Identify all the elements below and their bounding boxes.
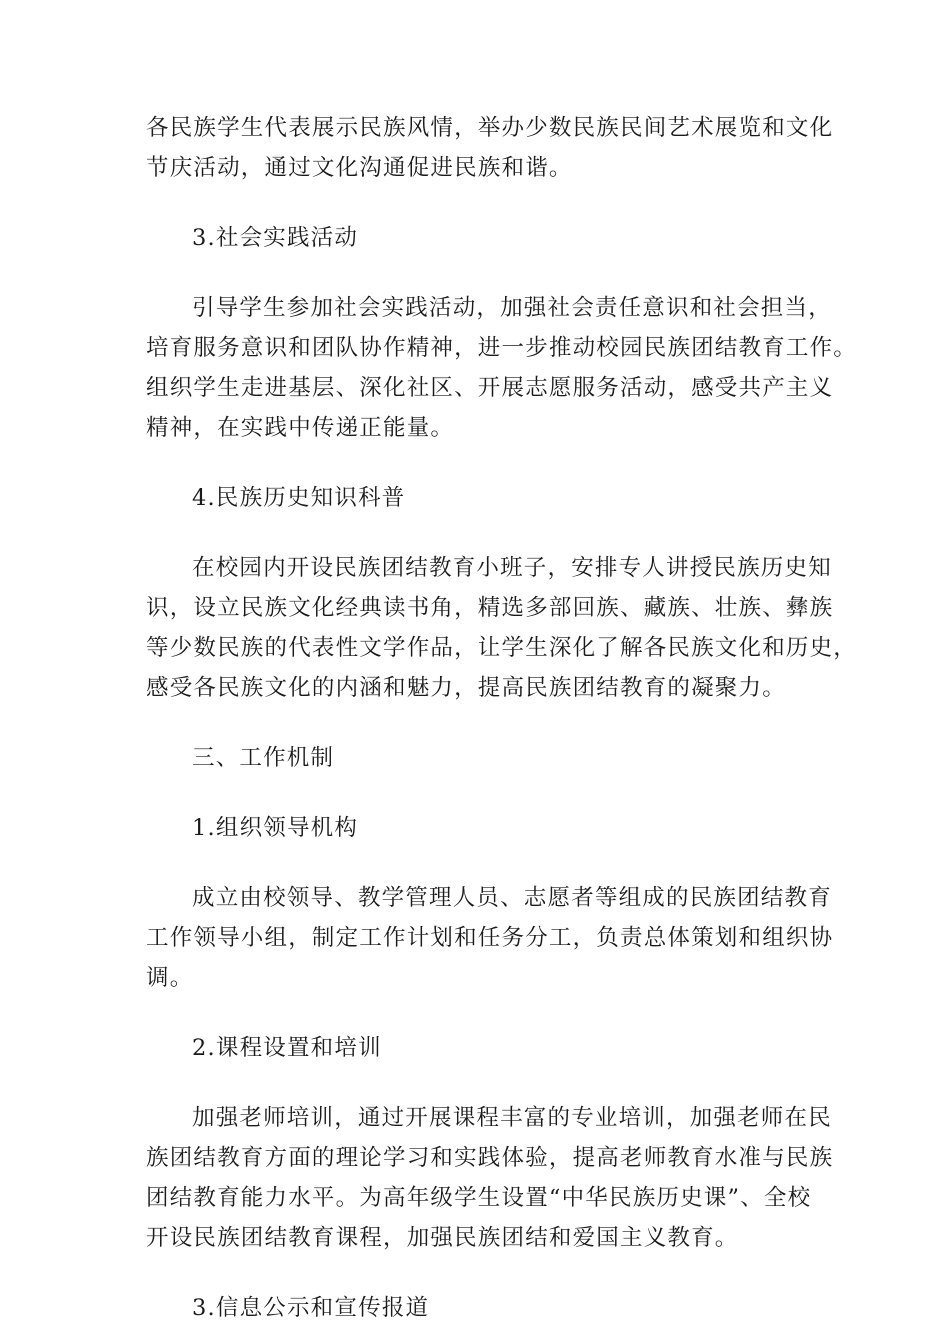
paragraph <box>146 1288 802 1328</box>
text-line: 3.社会实践活动 <box>192 225 359 251</box>
text-line: 节庆活动，通过文化沟通促进民族和谐。 <box>146 155 573 181</box>
paragraph-gap <box>146 1258 802 1288</box>
paragraph-gap <box>146 848 802 878</box>
text-line: 各民族学生代表展示民族风情，举办少数民族民间艺术展览和文化 <box>146 115 834 141</box>
text-line: 工作领导小组，制定工作计划和任务分工，负责总体策划和组织协 <box>146 925 834 951</box>
text-line: 在校园内开设民族团结教育小班子，安排专人讲授民族历史知 <box>192 555 832 581</box>
paragraph <box>146 218 802 258</box>
text-line: 三、工作机制 <box>192 745 335 771</box>
paragraph <box>146 478 802 518</box>
text-line: 感受各民族文化的内涵和魅力，提高民族团结教育的凝聚力。 <box>146 675 786 701</box>
paragraph <box>146 1098 834 1258</box>
text-line: 组织学生走进基层、深化社区、开展志愿服务活动，感受共产主义 <box>146 375 834 401</box>
paragraph <box>146 1028 802 1068</box>
text-line: 培育服务意识和团队协作精神，进一步推动校园民族团结教育工作。 <box>146 335 858 361</box>
paragraph-gap <box>146 778 802 808</box>
paragraph-gap <box>146 188 802 218</box>
text-line: 开设民族团结教育课程，加强民族团结和爱国主义教育。 <box>146 1225 739 1251</box>
paragraph <box>146 108 834 188</box>
paragraph-gap <box>146 448 802 478</box>
paragraph <box>146 548 858 708</box>
text-line: 3.信息公示和宣传报道 <box>192 1295 430 1321</box>
text-line: 族团结教育方面的理论学习和实践体验，提高老师教育水准与民族 <box>146 1145 834 1171</box>
paragraph <box>146 878 834 998</box>
paragraph <box>146 288 858 448</box>
text-line: 识，设立民族文化经典读书角，精选多部回族、藏族、壮族、彝族 <box>146 595 834 621</box>
text-line: 2.课程设置和培训 <box>192 1035 382 1061</box>
text-line: 4.民族历史知识科普 <box>192 485 406 511</box>
text-line: 加强老师培训，通过开展课程丰富的专业培训，加强老师在民 <box>192 1105 832 1131</box>
paragraph-gap <box>146 258 802 288</box>
paragraph-gap <box>146 1068 802 1098</box>
text-line: 等少数民族的代表性文学作品，让学生深化了解各民族文化和历史， <box>146 635 858 661</box>
text-line: 成立由校领导、教学管理人员、志愿者等组成的民族团结教育 <box>192 885 832 911</box>
text-line: 精神，在实践中传递正能量。 <box>146 415 455 441</box>
document-page <box>146 108 858 1328</box>
paragraph-gap <box>146 518 802 548</box>
paragraph-gap <box>146 998 802 1028</box>
paragraph-gap <box>146 708 802 738</box>
text-line: 团结教育能力水平。为高年级学生设置“中华民族历史课”、全校 <box>146 1185 812 1211</box>
text-line: 调。 <box>146 965 194 991</box>
text-line: 1.组织领导机构 <box>192 815 359 841</box>
text-line: 引导学生参加社会实践活动，加强社会责任意识和社会担当， <box>192 295 832 321</box>
paragraph <box>146 808 802 848</box>
paragraph <box>146 738 802 778</box>
